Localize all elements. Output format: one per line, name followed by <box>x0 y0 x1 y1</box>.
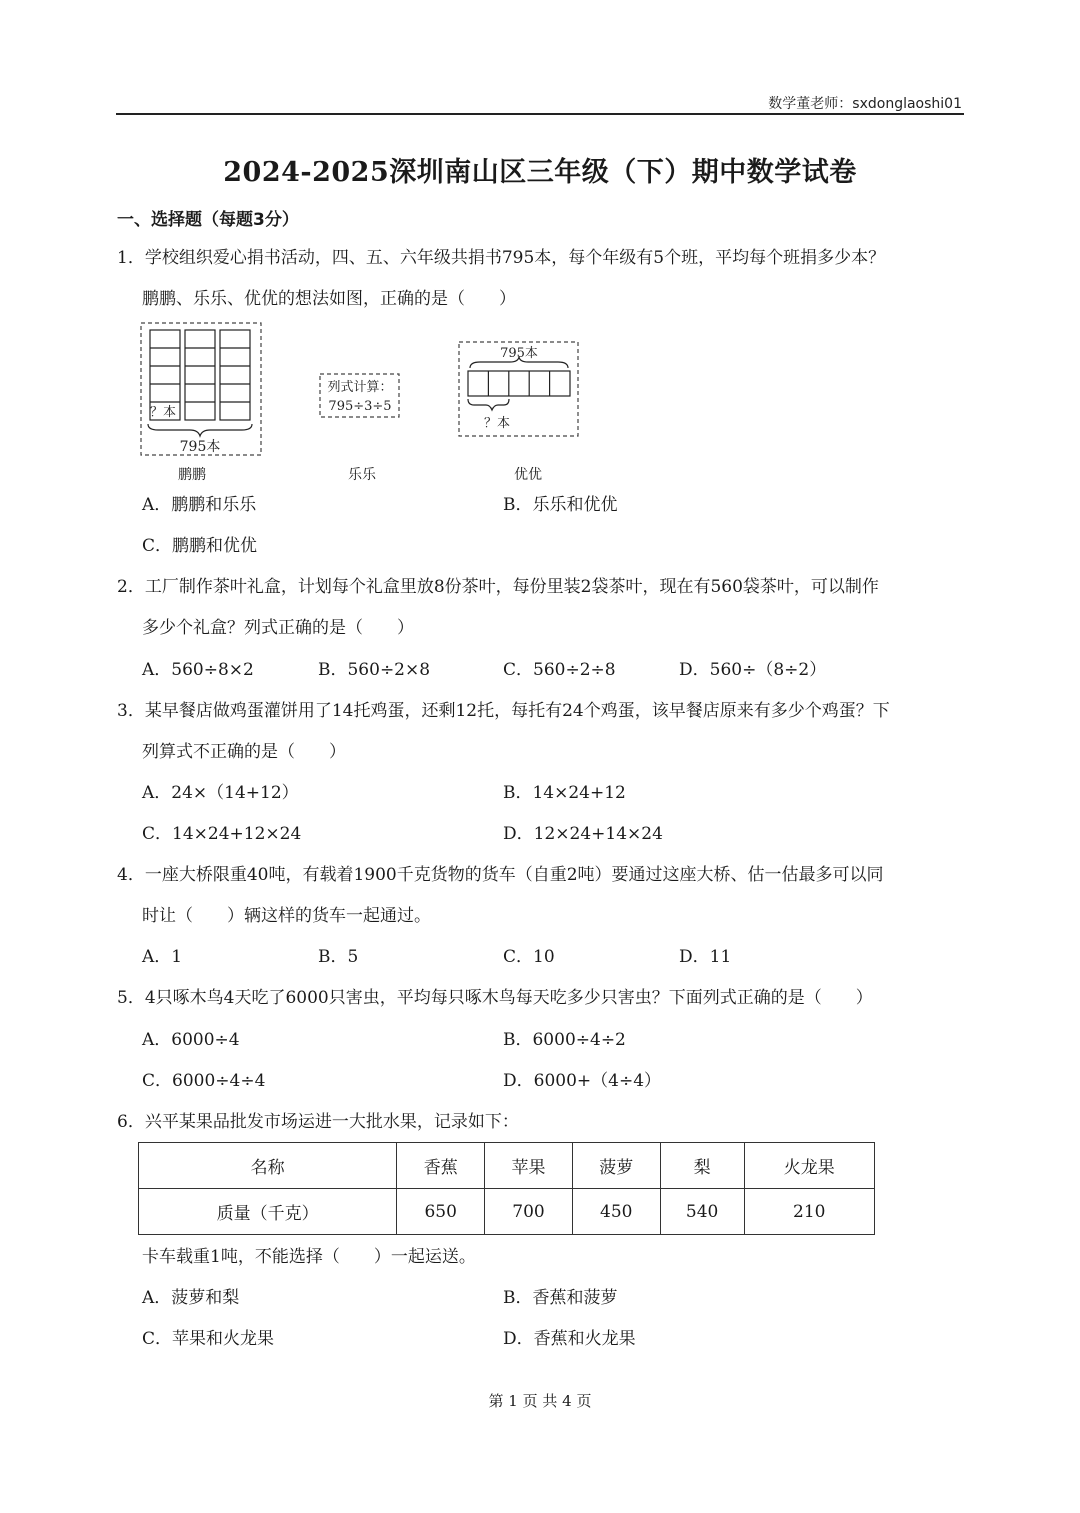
q3-option-b[interactable]: B．14×24+12 <box>503 783 626 803</box>
q3-option-a[interactable]: A．24×（14+12） <box>142 783 299 803</box>
q4-option-b[interactable]: B．5 <box>318 947 359 967</box>
table-header-row <box>139 1143 875 1189</box>
q2-option-d[interactable]: D．560÷（8÷2） <box>679 660 827 680</box>
table-header-cell: 梨 <box>660 1143 744 1189</box>
q5-option-a[interactable]: A．6000÷4 <box>142 1030 240 1050</box>
lele-label: 列式计算： <box>327 380 393 395</box>
q3-option-d[interactable]: D．12×24+14×24 <box>503 824 663 844</box>
q4-option-d[interactable]: D．11 <box>679 947 732 967</box>
q2-option-b[interactable]: B．560÷2×8 <box>318 660 431 680</box>
fruit-table <box>138 1142 875 1235</box>
q6-option-b[interactable]: B．香蕉和菠萝 <box>503 1288 618 1308</box>
q6-option-a[interactable]: A．菠萝和梨 <box>142 1288 240 1308</box>
q4-option-c[interactable]: C．10 <box>503 947 555 967</box>
table-header-cell: 菠萝 <box>572 1143 660 1189</box>
q1-option-b[interactable]: B．乐乐和优优 <box>503 495 618 515</box>
q5-line1: 5．4只啄木鸟4天吃了6000只害虫，平均每只啄木鸟每天吃多少只害虫？下面列式正确的是（ ） <box>117 988 873 1008</box>
table-cell: 450 <box>572 1189 660 1235</box>
q4-option-a[interactable]: A．1 <box>142 947 183 967</box>
q1-line1: 1．学校组织爱心捐书活动，四、五、六年级共捐书795本，每个年级有5个班，平均每个班捐多少本？ <box>117 248 886 268</box>
table-row <box>139 1189 875 1235</box>
q2-option-a[interactable]: A．560÷8×2 <box>142 660 254 680</box>
page-footer: 第 1 页 共 4 页 <box>488 1392 592 1410</box>
q1-option-c[interactable]: C．鹏鹏和优优 <box>142 536 258 556</box>
table-header-cell: 名称 <box>139 1143 397 1189</box>
q4-line1: 4．一座大桥限重40吨，有载着1900千克货物的货车（自重2吨）要通过这座大桥、估一估最多可以同 <box>117 865 884 885</box>
youyou-question: ？本 <box>484 416 511 431</box>
q3-line1: 3．某早餐店做鸡蛋灌饼用了14托鸡蛋，还剩12托，每托有24个鸡蛋，该早餐店原来有多少个鸡蛋？下 <box>117 701 890 721</box>
pengpeng-question: ？本 <box>150 405 177 420</box>
q5-option-d[interactable]: D．6000+（4÷4） <box>503 1071 662 1091</box>
table-cell: 700 <box>485 1189 573 1235</box>
table-cell: 650 <box>397 1189 485 1235</box>
q6-line2: 卡车载重1吨，不能选择（ ）一起运送。 <box>142 1247 476 1267</box>
section-heading: 一、选择题（每题3分） <box>117 210 299 230</box>
table-header-cell: 苹果 <box>485 1143 573 1189</box>
lele-formula: 795÷3÷5 <box>328 399 392 414</box>
youyou-diagram <box>456 340 582 440</box>
q6-line1: 6．兴平某果品批发市场运进一大批水果，记录如下： <box>117 1112 519 1132</box>
lele-diagram <box>318 372 402 420</box>
table-cell: 210 <box>744 1189 874 1235</box>
table-cell: 540 <box>660 1189 744 1235</box>
q2-line1: 2．工厂制作茶叶礼盒，计划每个礼盒里放8份茶叶，每份里装2袋茶叶，现在有560袋茶叶，可以制作 <box>117 577 879 597</box>
pengpeng-diagram <box>138 320 266 460</box>
q4-line2: 时让（ ）辆这样的货车一起通过。 <box>142 906 431 926</box>
pengpeng-caption: 鹏鹏 <box>178 467 206 483</box>
q2-option-c[interactable]: C．560÷2÷8 <box>503 660 616 680</box>
table-header-cell: 火龙果 <box>744 1143 874 1189</box>
page-title: 2024-2025深圳南山区三年级（下）期中数学试卷 <box>223 157 857 188</box>
q6-option-d[interactable]: D．香蕉和火龙果 <box>503 1329 636 1349</box>
q3-line2: 列算式不正确的是（ ） <box>142 742 346 762</box>
q6-option-c[interactable]: C．苹果和火龙果 <box>142 1329 275 1349</box>
q5-option-c[interactable]: C．6000÷4÷4 <box>142 1071 266 1091</box>
header-note: 数学董老师：sxdonglaoshi01 <box>768 96 962 112</box>
youyou-caption: 优优 <box>514 467 542 483</box>
table-cell: 质量（千克） <box>139 1189 397 1235</box>
q5-option-b[interactable]: B．6000÷4÷2 <box>503 1030 626 1050</box>
youyou-total: 795本 <box>500 346 538 361</box>
header-rule <box>116 113 964 115</box>
pengpeng-total: 795本 <box>179 439 221 455</box>
q3-option-c[interactable]: C．14×24+12×24 <box>142 824 302 844</box>
q1-line2: 鹏鹏、乐乐、优优的想法如图，正确的是（ ） <box>142 289 516 309</box>
lele-caption: 乐乐 <box>348 467 376 483</box>
q2-line2: 多少个礼盒？列式正确的是（ ） <box>142 618 414 638</box>
table-header-cell: 香蕉 <box>397 1143 485 1189</box>
q1-option-a[interactable]: A．鹏鹏和乐乐 <box>142 495 257 515</box>
